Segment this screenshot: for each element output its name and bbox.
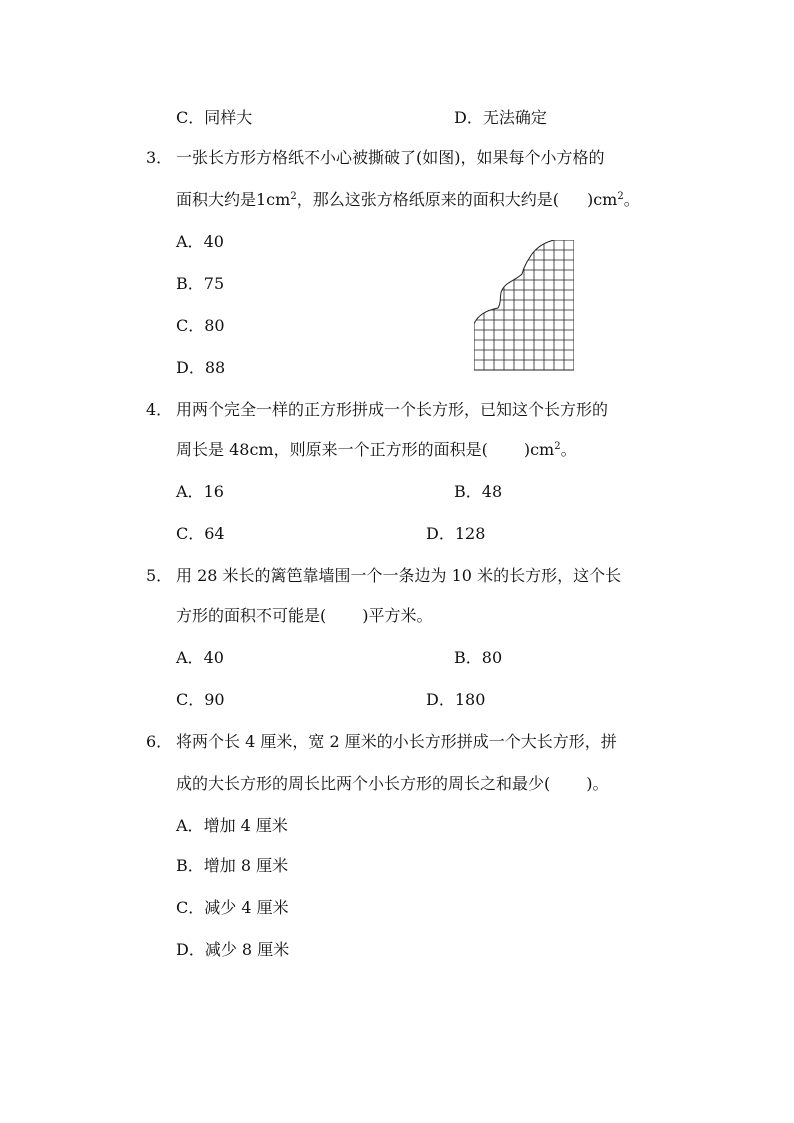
option-letter: A． <box>176 232 204 251</box>
option-c[interactable] <box>176 108 252 128</box>
option-d[interactable] <box>454 108 547 128</box>
option-text: 90 <box>204 690 225 709</box>
option-b[interactable] <box>454 648 502 668</box>
question-6-line-2 <box>176 774 609 794</box>
question-5-number: 5． <box>146 566 173 585</box>
question-3-line-1: 一张长方形方格纸不小心被撕破了(如图)，如果每个小方格的 <box>176 148 605 167</box>
option-b[interactable] <box>176 274 224 294</box>
question-4-number: 4． <box>146 400 173 419</box>
q3-text-c: )cm <box>586 190 618 209</box>
option-text: 减少 4 厘米 <box>204 898 289 917</box>
option-b[interactable] <box>176 856 288 876</box>
option-letter: B． <box>454 482 482 501</box>
option-text: 无法确定 <box>482 108 547 127</box>
option-letter: A． <box>176 482 204 501</box>
option-c[interactable] <box>176 898 289 918</box>
option-d[interactable] <box>176 358 225 378</box>
q5-text-b: )平方米。 <box>362 606 433 625</box>
option-a[interactable] <box>176 232 224 252</box>
option-letter: D． <box>426 690 455 709</box>
option-letter: D． <box>426 524 455 543</box>
option-letter: C． <box>176 898 205 917</box>
option-text: 64 <box>204 524 225 543</box>
q4-text-b: )cm <box>523 440 555 459</box>
question-5-line-2 <box>176 606 433 626</box>
option-c[interactable] <box>176 316 225 336</box>
question-5-line-1: 用 28 米长的篱笆靠墙围一个一条边为 10 米的长方形，这个长 <box>176 566 622 585</box>
option-a[interactable] <box>176 648 224 668</box>
option-text: 40 <box>203 648 224 667</box>
option-letter: C． <box>176 524 205 543</box>
option-letter: D． <box>176 940 205 959</box>
q3-text-b: ，那么这张方格纸原来的面积大约是( <box>296 190 559 209</box>
option-letter: D． <box>454 108 483 127</box>
q5-text-a: 方形的面积不可能是( <box>176 606 327 625</box>
option-text: 增加 8 厘米 <box>203 856 289 875</box>
option-letter: A． <box>176 816 204 835</box>
option-text: 48 <box>481 482 503 501</box>
option-a[interactable] <box>176 482 224 502</box>
option-text: 88 <box>204 358 226 377</box>
option-text: 16 <box>203 482 224 501</box>
option-text: 128 <box>454 524 486 543</box>
option-d[interactable] <box>176 940 289 960</box>
question-3-number: 3． <box>146 148 173 167</box>
option-b[interactable] <box>454 482 502 502</box>
question-4-line-1: 用两个完全一样的正方形拼成一个长方形，已知这个长方形的 <box>176 400 609 419</box>
q4-text-c: 。 <box>560 440 577 459</box>
option-letter: B． <box>176 274 204 293</box>
q4-text-a: 周长是 48cm，则原来一个正方形的面积是( <box>176 440 488 459</box>
torn-grid-paper-figure <box>474 240 574 372</box>
option-text: 增加 4 厘米 <box>203 816 288 835</box>
option-letter: D． <box>176 358 205 377</box>
option-letter: B． <box>176 856 204 875</box>
option-text: 75 <box>203 274 225 293</box>
option-text: 同样大 <box>204 108 253 127</box>
grid-lines <box>474 240 574 370</box>
option-letter: A． <box>176 648 204 667</box>
q6-text-b: )。 <box>586 774 609 793</box>
option-d[interactable] <box>426 524 485 544</box>
q4-sup: 2 <box>554 441 561 452</box>
question-3-line-2 <box>176 190 640 210</box>
option-text: 80 <box>481 648 503 667</box>
option-c[interactable] <box>176 690 225 710</box>
option-d[interactable] <box>426 690 485 710</box>
option-c[interactable] <box>176 524 225 544</box>
option-letter: C． <box>176 690 205 709</box>
option-text: 180 <box>454 690 486 709</box>
option-text: 减少 8 厘米 <box>204 940 290 959</box>
question-6-line-1: 将两个长 4 厘米，宽 2 厘米的小长方形拼成一个大长方形，拼 <box>176 732 617 751</box>
option-a[interactable] <box>176 816 288 836</box>
option-letter: C． <box>176 108 205 127</box>
option-letter: B． <box>454 648 482 667</box>
q3-text-d: 。 <box>623 190 640 209</box>
option-letter: C． <box>176 316 205 335</box>
q6-text-a: 成的大长方形的周长比两个小长方形的周长之和最少( <box>176 774 551 793</box>
q3-sup-1: 2 <box>290 191 297 202</box>
option-text: 80 <box>204 316 225 335</box>
option-text: 40 <box>203 232 224 251</box>
q3-sup-2: 2 <box>617 191 624 202</box>
q3-text-a: 面积大约是1cm <box>176 190 291 209</box>
question-6-number: 6． <box>146 732 173 751</box>
question-4-line-2 <box>176 440 577 460</box>
